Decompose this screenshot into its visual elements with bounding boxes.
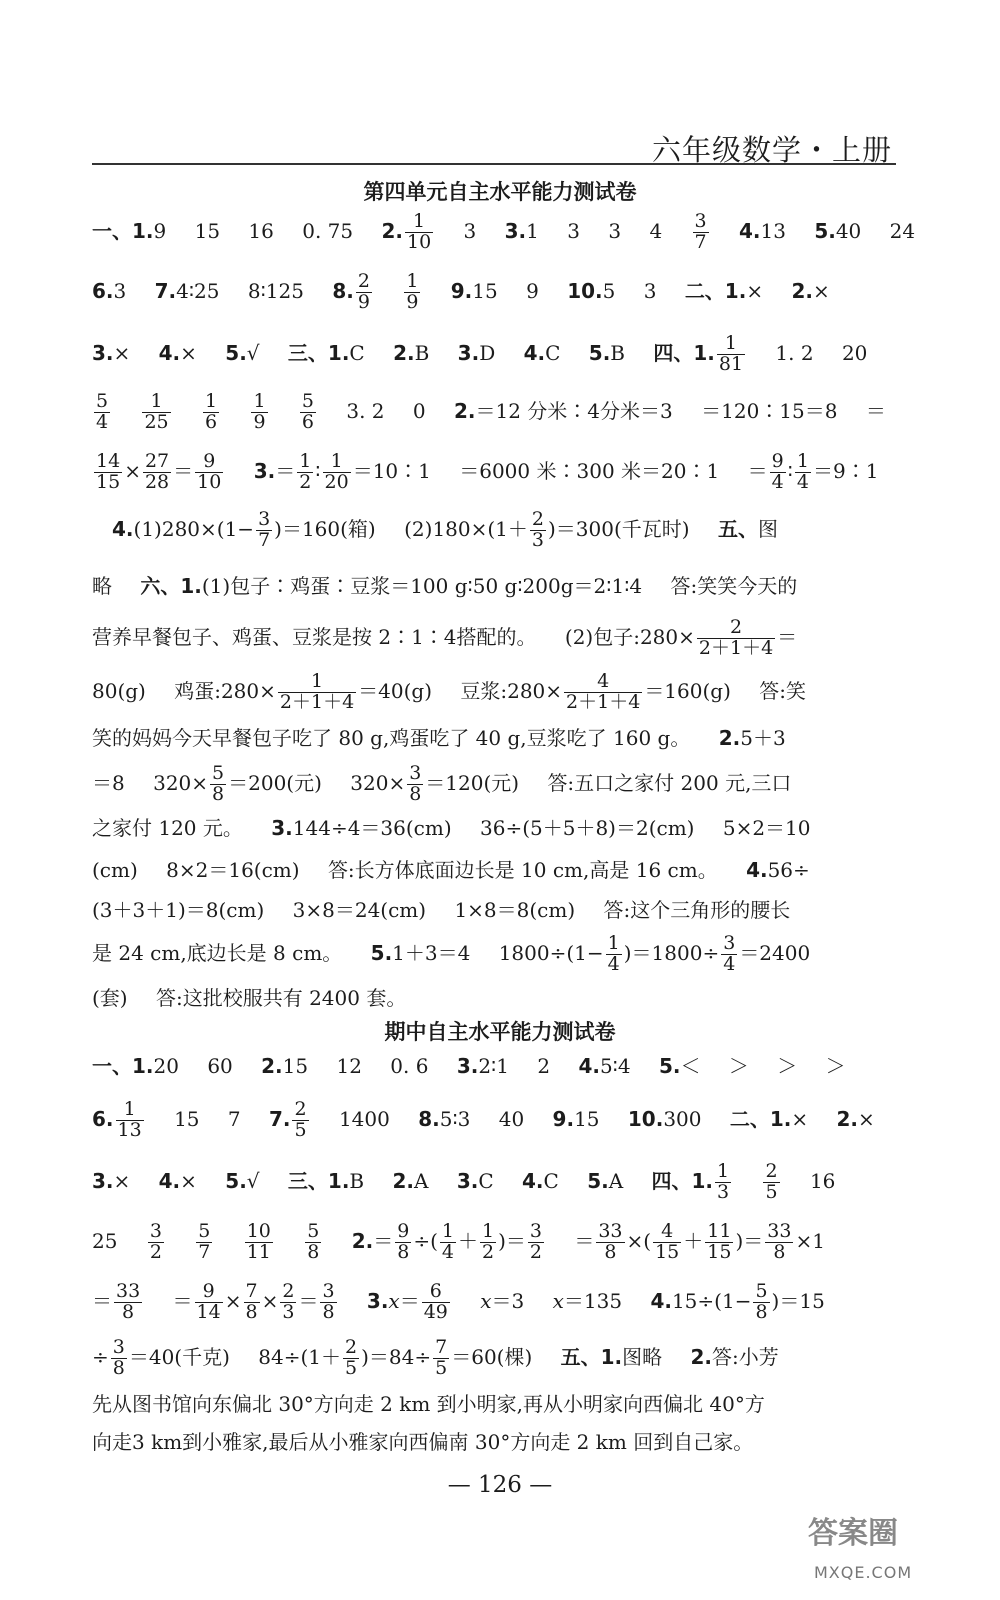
answer-line: $\frac{5}{4}$ $\frac{1}{25}$ $\frac{1}{6}$ $\frac{1}{9}$ $\frac{5}{6}$ 3. 2 0 2.＝12 分米∶4分米＝3 ＝120∶15＝8 ＝ [96,390,886,433]
answer-line: 一、1.9 15 16 0. 75 2. $\frac{1}{10}$ 3 3.1 3 3 4 $\frac{3}{7}$ 4.13 5.40 24 [92,210,916,253]
answer-line: ＝ $\frac{33}{8}$ ＝ $\frac{9}{14}$ × $\frac{7}{8}$ × $\frac{2}{3}$ ＝ $\frac{3}{8}$ 3.x＝ $\frac{6}{49}$ x＝3 x＝135 4.15÷(1− $\frac{5}{8}$ )＝15 [92,1280,825,1323]
answer-line: 一、1.20 60 2.15 12 0. 6 3.2∶1 2 4.5∶4 5.＜ ＞ ＞ ＞ [92,1054,846,1078]
answer-line: 之家付 120 元。 3.144÷4＝36(cm) 36÷(5＋5＋8)＝2(cm) 5×2＝10 [92,816,811,840]
answer-line: ÷ $\frac{3}{8}$ ＝40(千克) 84÷(1＋ $\frac{2}{5}$ )＝84÷ $\frac{7}{5}$ ＝60(棵) 五、1.图略 2.答:小芳 [92,1336,779,1379]
page-number: — 126 — [447,1472,553,1498]
answer-line: 3.× 4.× 5.√ 三、1.B 2.A 3.C 4.C 5.A 四、1. $\frac{1}{3}$ $\frac{2}{5}$ 16 [92,1160,836,1203]
answer-line: 营养早餐包子、鸡蛋、豆浆是按 2∶1∶4搭配的。 (2)包子:280× $\frac{2}{2+1+4}$ ＝ [92,616,798,659]
section-title-unit4: 第四单元自主水平能力测试卷 [363,180,637,204]
answer-line: 80(g) 鸡蛋:280× $\frac{1}{2+1+4}$ ＝40(g) 豆浆:280× $\frac{4}{2+1+4}$ ＝160(g) 答:笑 [92,670,807,713]
answer-line: (3＋3＋1)＝8(cm) 3×8＝24(cm) 1×8＝8(cm) 答:这个三角形的腰长 [92,898,791,922]
answer-line: 略 六、1.(1)包子∶鸡蛋∶豆浆＝100 g∶50 g∶200g＝2∶1∶4 答:笑笑今天的 [92,574,798,598]
answer-line: 是 24 cm,底边长是 8 cm。 5.1＋3＝4 1800÷(1− $\frac{1}{4}$ )＝1800÷ $\frac{3}{4}$ ＝2400 [92,932,811,975]
answer-line: 先从图书馆向东偏北 30°方向走 2 km 到小明家,再从小明家向西偏北 40°方 [92,1392,765,1416]
answer-line: (cm) 8×2＝16(cm) 答:长方体底面边长是 10 cm,高是 16 cm。 4.56÷ [92,858,810,882]
page-header-title: 六年级数学・上册 [651,133,892,167]
section-title-midterm: 期中自主水平能力测试卷 [384,1020,616,1044]
answer-line: 笑的妈妈今天早餐包子吃了 80 g,鸡蛋吃了 40 g,豆浆吃了 160 g。 2.5＋3 [92,726,786,750]
answer-line: 4.(1)280×(1− $\frac{3}{7}$ )＝160(箱) (2)180×(1＋ $\frac{2}{3}$ )＝300(千瓦时) 五、图 [112,508,778,551]
answer-line: 6.3 7.4∶25 8∶125 8. $\frac{2}{9}$ $\frac{1}{9}$ 9.15 9 10.5 3 二、1.× 2.× [92,270,830,313]
watermark [800,1508,960,1584]
answer-line: 3.× 4.× 5.√ 三、1.C 2.B 3.D 4.C 5.B 四、1. $\frac{1}{81}$ 1. 2 20 [92,332,868,375]
header-divider [92,163,896,165]
answer-line: ＝8 320× $\frac{5}{8}$ ＝200(元) 320× $\frac{3}{8}$ ＝120(元) 答:五口之家付 200 元,三口 [92,762,792,805]
watermark-site: MXQE.COM [814,1563,913,1582]
answer-line: (套) 答:这批校服共有 2400 套。 [92,986,407,1010]
watermark-logo: 答案圈 [808,1516,898,1551]
answer-line: 25 $\frac{3}{2}$ $\frac{5}{7}$ $\frac{10}{11}$ $\frac{5}{8}$ 2.＝ $\frac{9}{8}$ ÷( $\frac{1}{4}$ ＋ $\frac{1}{2}$ )＝ $\frac{3}{2}$ ＝ $\frac{33}{8}$ ×( $\frac{4}{15}$ ＋ $\frac{11}{15}$ )＝ $\frac{33}{8}$ ×1 [92,1220,825,1263]
answer-line: $\frac{14}{15}$ × $\frac{27}{28}$ ＝ $\frac{9}{10}$ 3.＝ $\frac{1}{2}$ ∶ $\frac{1}{20}$ ＝10∶1 ＝6000 米∶300 米＝20∶1 ＝ $\frac{9}{4}$ ∶ $\frac{1}{4}$ ＝9∶1 [96,450,879,493]
answer-line: 向走3 km到小雅家,最后从小雅家向西偏南 30°方向走 2 km 回到自己家。 [92,1430,754,1454]
answer-line: 6. $\frac{1}{13}$ 15 7 7. $\frac{2}{5}$ 1400 8.5∶3 40 9.15 10.300 二、1.× 2.× [92,1098,875,1141]
